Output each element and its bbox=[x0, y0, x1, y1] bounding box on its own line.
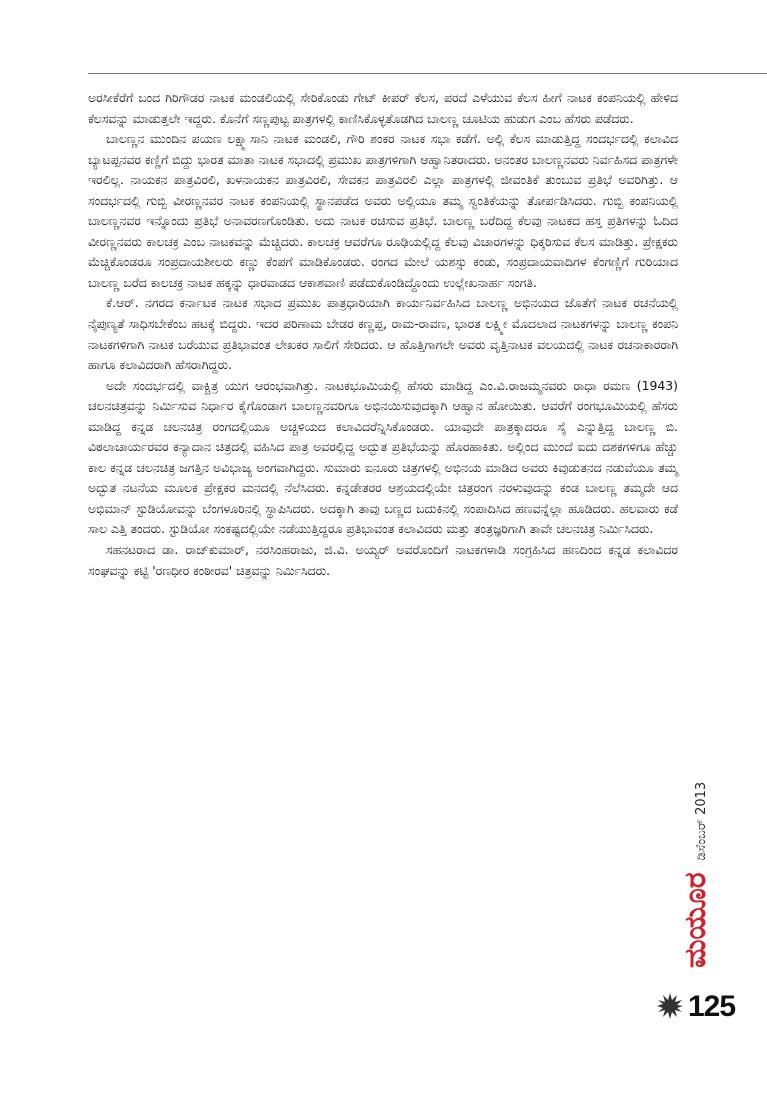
magazine-name: ಮಯೂರ bbox=[678, 872, 713, 968]
page-number: 125 bbox=[688, 990, 736, 1023]
article-paragraph: ಕೆ.ಆರ್. ನಗರದ ಕರ್ನಾಟಕ ನಾಟಕ ಸಭಾದ ಪ್ರಮುಖ ಪಾತ್ರಧಾರಿಯಾಗಿ ಕಾರ್ಯನಿರ್ವಹಿಸಿದ ಬಾಲಣ್ಣ ಅಭಿನಯದ ಜೊತೆಗೆ ನಾಟಕ ರಚನೆಯಲ್ಲಿ ನೈಪುಣ್ಯತೆ ಸಾಧಿಸಬೇಕೆಂಬ ಹಟಕ್ಕೆ ಬಿದ್ದರು. ಇದರ ಪರಿಣಾಮ ಬೇಡರ ಕಣ್ಣಪ್ಪ, ರಾಮ-ರಾವಣ, ಭಾರತ ಲಕ್ಷ್ಮೀ ಮೊದಲಾದ ನಾಟಕಗಳನ್ನು ಬಾಲಣ್ಣ ಕಂಪನಿ ನಾಟಕಗಳಿಗಾಗಿ ನಾಟಕ ಬರೆಯುವ ಪ್ರತಿಭಾವಂತ ಲೇಖಕರ ಸಾಲಿಗೆ ಸೇರಿದರು. ಆ ಹೊತ್ತಿಗಾಗಲೇ ಅವರು ವೃತ್ತಿನಾಟಕ ವಲಯದಲ್ಲಿ ನಾಟಕ ರಚನಾಕಾರರಾಗಿ ಹಾಗೂ ಕಲಾವಿದರಾಗಿ ಹೆಸರಾಗಿದ್ದರು. bbox=[88, 295, 678, 373]
star-burst-icon bbox=[657, 993, 683, 1019]
article-paragraph: ಅರಸೀಕೆರೆಗೆ ಬಂದ ಗಿರಿಗೌಡರ ನಾಟಕ ಮಂಡಲಿಯಲ್ಲಿ ಸೇರಿಕೊಂಡು ಗೇಟ್ ಕೀಪರ್ ಕೆಲಸ, ಪರದೆ ಎಳೆಯುವ ಕೆಲಸ ಹೀಗೆ ನಾಟಕ ಕಂಪನಿಯಲ್ಲಿ ಹೇಳಿದ ಕೆಲಸವನ್ನು ಮಾಡುತ್ತಲೇ ಇದ್ದರು. ಕೊನೆಗೆ ಸಣ್ಣಪುಟ್ಟ ಪಾತ್ರಗಳಲ್ಲಿ ಕಾಣಿಸಿಕೊಳ್ಳತೊಡಗಿದ ಬಾಲಣ್ಣ ಚೂಟಿಯ ಹುಡುಗ ಎಂಬ ಹೆಸರು ಪಡೆದರು. bbox=[88, 90, 678, 126]
article-paragraph: ಬಾಲಣ್ಣನ ಮುಂದಿನ ಪಯಣ ಲಕ್ಷ್ಮಾಸಾನಿ ನಾಟಕ ಮಂಡಲಿ, ಗೌರಿ ಶಂಕರ ನಾಟಕ ಸಭಾ ಕಡೆಗೆ. ಅಲ್ಲಿ ಕೆಲಸ ಮಾಡುತ್ತಿದ್ದ ಸಂದರ್ಭದಲ್ಲಿ ಕಲಾವಿದ ಬ್ಯಾಟಪ್ಪನವರ ಕಣ್ಣಿಗೆ ಬಿದ್ದು ಭಾರತ ಮಾತಾ ನಾಟಕ ಸಭಾದಲ್ಲಿ ಪ್ರಮುಖ ಪಾತ್ರಗಳಿಗಾಗಿ ಆಹ್ವಾನಿತರಾದರು. ಅನಂತರ ಬಾಲಣ್ಣನವರು ನಿರ್ವಹಿಸದ ಪಾತ್ರಗಳೇ ಇರಲಿಲ್ಲ. ನಾಯಕನ ಪಾತ್ರವಿರಲಿ, ಖಳನಾಯಕನ ಪಾತ್ರವಿರಲಿ, ಸೇವಕನ ಪಾತ್ರವಿರಲಿ ಎಲ್ಲಾ ಪಾತ್ರಗಳಲ್ಲಿ ಜೀವಂತಿಕೆ ತುಂಬುವ ಪ್ರತಿಭೆ ಅವರಿಗಿತ್ತು. ಆ ಸಂದರ್ಭದಲ್ಲಿ ಗುಬ್ಬಿ ವೀರಣ್ಣನವರ ನಾಟಕ ಕಂಪನಿಯಲ್ಲಿ ಸ್ಥಾನಪಡೆದ ಅವರು ಅಲ್ಲಿಯೂ ತಮ್ಮ ಸ್ವಂತಿಕೆಯನ್ನು ತೋರ್ಪಡಿಸಿದರು. ಗುಬ್ಬಿ ಕಂಪನಿಯಲ್ಲಿ ಬಾಲಣ್ಣನವರ ಇನ್ನೊಂದು ಪ್ರತಿಭೆ ಅನಾವರಣಗೊಂಡಿತು. ಅದು ನಾಟಕ ರಚಿಸುವ ಪ್ರತಿಭೆ. ಬಾಲಣ್ಣ ಬರೆದಿದ್ದ ಕೆಲವು ನಾಟಕದ ಹಸ್ತ ಪ್ರತಿಗಳನ್ನು ಓದಿದ ವೀರಣ್ಣನವರು ಕಾಲಚಕ್ರ ಎಂಬ ನಾಟಕವನ್ನು ಮೆಚ್ಚಿದರು. ಕಾಲಚಕ್ರ ಆವರೆಗೂ ರೂಢಿಯಲ್ಲಿದ್ದ ಕೆಲವು ವಿಚಾರಗಳನ್ನು ಧಿಕ್ಕರಿಸುವ ಕೆಲಸ ಮಾಡಿತ್ತು. ಪ್ರೇಕ್ಷಕರು ಮೆಚ್ಚಿಕೊಂಡರೂ ಸಂಪ್ರದಾಯಶೀಲರು ಕಣ್ಣು ಕೆಂಪಗೆ ಮಾಡಿಕೊಂಡರು. ರಂಗದ ಮೇಲೆ ಯಶಸ್ಸು ಕಂಡು, ಸಂಪ್ರದಾಯವಾದಿಗಳ ಕೆಂಗಣ್ಣಿಗೆ ಗುರಿಯಾದ ಬಾಲಣ್ಣ ಬರೆದ ಕಾಲಚಕ್ರ ನಾಟಕ ಹಕ್ಕನ್ನು ಧಾರವಾಡದ ಆಕಾಶವಾಣಿ ಪಡೆದುಕೊಂಡಿದ್ದೊಂದು ಉಲ್ಲೇಖನಾರ್ಹ ಸಂಗತಿ. bbox=[88, 131, 678, 290]
article-paragraph: ಸಹನಟರಾದ ಡಾ. ರಾಜ್‌ಕುಮಾರ್, ನರಸಿಂಹರಾಜು, ಜಿ.ವಿ. ಅಯ್ಯರ್ ಅವರೊಂದಿಗೆ ನಾಟಕಗಳಾಡಿ ಸಂಗ್ರಹಿಸಿದ ಹಣದಿಂದ ಕನ್ನಡ ಕಲಾವಿದರ ಸಂಘವನ್ನು ಕಟ್ಟಿ 'ರಣಧೀರ ಕಂಠೀರವ' ಚಿತ್ರವನ್ನು ನಿರ್ಮಿಸಿದರು. bbox=[88, 542, 678, 578]
article-body bbox=[88, 88, 678, 581]
magazine-masthead-vertical bbox=[678, 782, 713, 968]
issue-date: ಡಿಸೆಂಬರ್ 2013 bbox=[694, 781, 709, 861]
top-divider bbox=[88, 73, 767, 74]
article-paragraph: ಅದೇ ಸಂದರ್ಭದಲ್ಲಿ ವಾಕ್ಚಿತ್ರ ಯುಗ ಆರಂಭವಾಗಿತ್ತು. ನಾಟಕಭೂಮಿಯಲ್ಲಿ ಹೆಸರು ಮಾಡಿದ್ದ ಎಂ.ವಿ.ರಾಜಮ್ಮನವರು ರಾಧಾ ರಮಣ (1943) ಚಲನಚಿತ್ರವನ್ನು ನಿರ್ಮಿಸುವ ನಿರ್ಧಾರ ಕೈಗೊಂಡಾಗ ಬಾಲಣ್ಣನವರಿಗೂ ಅಭಿನಯಿಸುವುದಕ್ಕಾಗಿ ಆಹ್ವಾನ ಹೋಯಿತು. ಆವರೆಗೆ ರಂಗಭೂಮಿಯಲ್ಲಿ ಹೆಸರು ಮಾಡಿದ್ದ ಕನ್ನಡ ಚಲನಚಿತ್ರ ರಂಗದಲ್ಲಿಯೂ ಅಚ್ಚಳಿಯದ ಕಲಾವಿದರೆನ್ನಿಸಿಕೊಂಡರು. ಯಾವುದೇ ಪಾತ್ರಕ್ಕಾದರೂ ಸೈ ಎನ್ನುತ್ತಿದ್ದ ಬಾಲಣ್ಣ ಬಿ. ವಿಠಲಾಚಾರ್ಯರವರ ಕನ್ಯಾದಾನ ಚಿತ್ರದಲ್ಲಿ ವಹಿಸಿದ ಪಾತ್ರ ಅವರಲ್ಲಿದ್ದ ಅದ್ಭುತ ಪ್ರತಿಭೆಯನ್ನು ಹೊರಹಾಕಿತು. ಅಲ್ಲಿಂದ ಮುಂದೆ ಐದು ದಶಕಗಳಿಗೂ ಹೆಚ್ಚು ಕಾಲ ಕನ್ನಡ ಚಲನಚಿತ್ರ ಜಗತ್ತಿನ ಅವಿಭಾಜ್ಯ ಅಂಗವಾಗಿದ್ದರು. ಸುಮಾರು ಐನೂರು ಚಿತ್ರಗಳಲ್ಲಿ ಅಭಿನಯ ಮಾಡಿದ ಅವರು ಕಿವುಡುತನದ ನಡುವೆಯೂ ತಮ್ಮ ಅದ್ಭುತ ನಟನೆಯ ಮೂಲಕ ಪ್ರೇಕ್ಷಕರ ಮನದಲ್ಲಿ ನೆಲೆಸಿದರು. ಕನ್ನಡೇತರರ ಆಶ್ರಯದಲ್ಲಿಯೇ ಚಿತ್ರರಂಗ ನರಳುವುದನ್ನು ಕಂಡ ಬಾಲಣ್ಣ ತಮ್ಮದೇ ಆದ ಅಭಿಮಾನ್ ಸ್ಟುಡಿಯೋವನ್ನು ಬೆಂಗಳೂರಿನಲ್ಲಿ ಸ್ಥಾಪಿಸಿದರು. ಅದಕ್ಕಾಗಿ ತಾವು ಬಣ್ಣದ ಬದುಕಿನಲ್ಲಿ ಸಂಪಾದಿಸಿದ ಹಣವನ್ನೆಲ್ಲಾ ಹೂಡಿದರು. ಹಲವಾರು ಕಡೆ ಸಾಲ ಎತ್ತಿ ತಂದರು. ಸ್ಟುಡಿಯೋ ಸಂಕಷ್ಟದಲ್ಲಿಯೇ ನಡೆಯುತ್ತಿದ್ದರೂ ಪ್ರತಿಭಾವಂತ ಕಲಾವಿದರು ಮತ್ತು ತಂತ್ರಜ್ಞರಿಗಾಗಿ ತಾವೇ ಚಲನಚಿತ್ರ ನಿರ್ಮಿಸಿದರು. bbox=[88, 377, 678, 537]
